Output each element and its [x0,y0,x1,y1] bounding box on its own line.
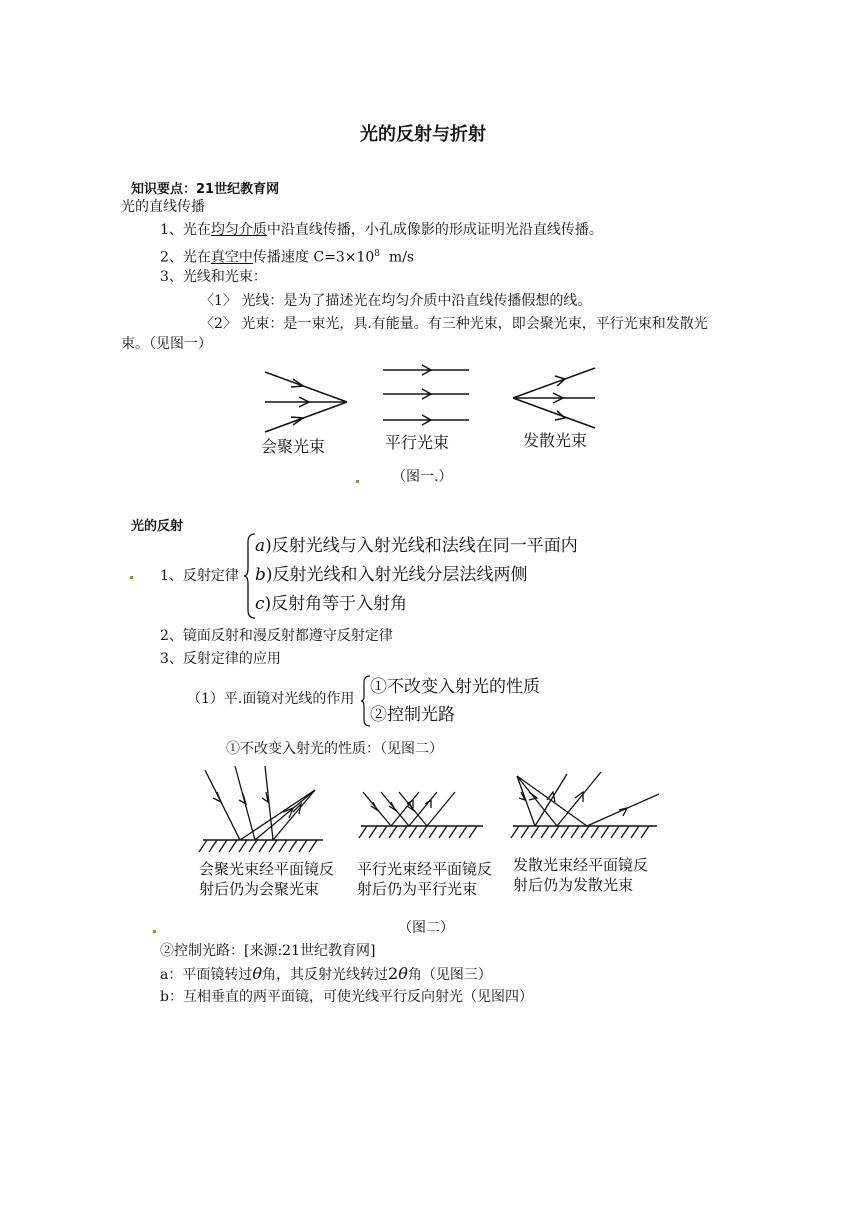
point-a-suffix: 角（见图三） [407,967,492,983]
figure1 [255,360,615,460]
law-b: b)反射光线和入射光线分层法线两侧 [255,565,528,585]
control-path: ②控制光路：[来源:21世纪教育网] [160,943,376,959]
law-c: c)反射角等于入射角 [255,594,408,614]
point-b: b：互相垂直的两平面镜，可使光线平行反向射光（见图四） [160,989,533,1005]
converging-beam-diagram [265,372,347,432]
decor-dot [153,930,156,933]
item3-text: 3、光线和光束： [160,269,267,285]
item2-prefix: 2、光在 [160,249,211,266]
fig2-caption: （图二） [398,920,454,936]
item1-prefix: 1、光在 [160,222,211,238]
fig2-label-1a: 会聚光束经平面镜反 [199,860,335,878]
sub2-line1: 〈2〉 光束：是一束光，具.有能量。有三种光束，即会聚光束，平行光束和发散光 [200,316,708,332]
item2-underlined: 真空中 [210,249,253,266]
item2-text [160,244,414,268]
fig2-label-3a: 发散光束经平面镜反 [513,856,649,874]
fig2-label-3b: 射后仍为发散光束 [513,876,634,894]
mirror-label: （1）平.面镜对光线的作用 [187,691,355,707]
law-a-text: 反射光线与入射光线和法线在同一平面内 [271,536,578,556]
sub1-text: 〈1〉 光线：是为了描述光在均匀介质中沿直线传播假想的线。 [200,293,592,309]
item2-sup: 8 [374,249,381,259]
item2-mid: 传播速度 C=3×10 [252,249,375,266]
fig1-caption: （图一.） [392,469,453,485]
fig2-intro: ①不改变入射光的性质：（见图二） [226,741,443,757]
law-a: a)反射光线与入射光线和法线在同一平面内 [255,536,578,556]
mirror-role-1: ①不改变入射光的性质 [370,677,540,697]
two-symbol: 2 [388,964,399,983]
fig2-label-2a: 平行光束经平面镜反 [357,860,493,878]
item1-underlined: 均匀介质 [210,222,267,238]
page-title: 光的反射与折射 [360,124,486,145]
law-b-text: 反射光线和入射光线分层法线两侧 [272,565,528,585]
law-c-letter: c [255,594,265,614]
fig1-label-converging: 会聚光束 [261,437,326,456]
subheading-straight-propagation: 光的直线传播 [121,199,205,215]
reflection-heading: 光的反射 [131,519,184,534]
point-a-prefix: a：平面镜转过 [160,967,253,983]
knowledge-heading: 知识要点：21世纪教育网 [131,182,280,197]
fig2-converging-panel [199,766,323,852]
fig2-parallel-panel [359,792,483,838]
law-a-letter: a [255,536,266,556]
theta-symbol: θ [252,964,262,983]
item2-unit: m/s [388,249,415,266]
diverging-beam-diagram [513,368,595,428]
fig2-label-2b: 射后仍为平行光束 [357,880,478,898]
fig2-diverging-panel [511,772,659,838]
reflection-item2: 2、镜面反射和漫反射都遵守反射定律 [160,628,393,644]
reflection-item3: 3、反射定律的应用 [160,651,281,667]
sub2-line2: 束。（见图一） [121,336,212,352]
fig2-label-1b: 射后仍为会聚光束 [199,880,320,898]
parallel-beam-diagram [383,365,469,425]
law-b-letter: b [255,565,266,585]
point-a [160,964,492,985]
fig1-label-parallel: 平行光束 [385,433,450,452]
theta2-symbol: θ [398,964,408,983]
decor-dot [356,480,359,483]
item1-suffix: 中沿直线传播，小孔成像影的形成证明光沿直线传播。 [266,222,603,238]
figure2 [195,762,665,902]
point-a-mid: 角，其反射光线转过 [262,967,388,983]
fig1-label-diverging: 发散光束 [523,431,588,450]
law-c-text: 反射角等于入射角 [271,594,408,614]
item1-text [160,220,603,240]
mirror-role-2: ②控制光路 [370,705,455,725]
law-label: 1、反射定律 [160,568,239,584]
decor-dot [130,576,133,579]
